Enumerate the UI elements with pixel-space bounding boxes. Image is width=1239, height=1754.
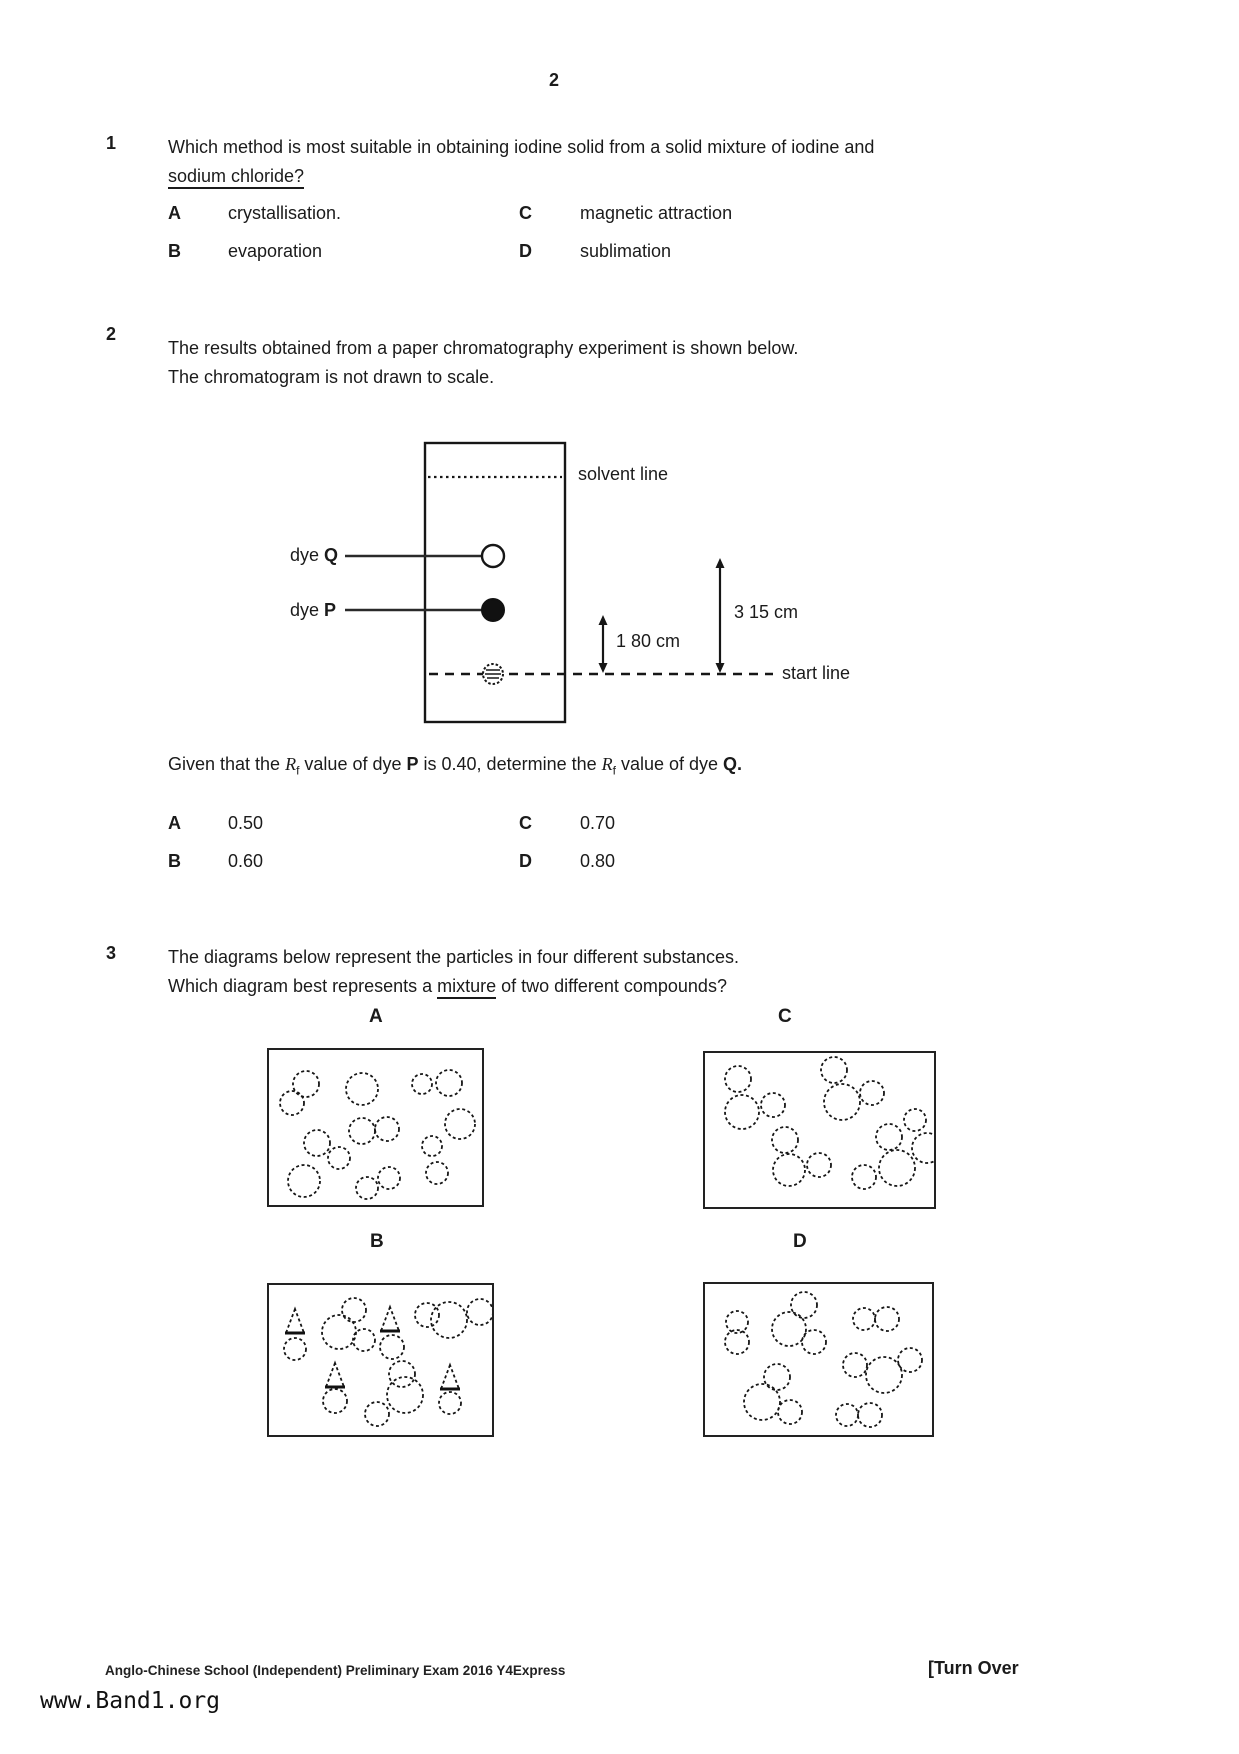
particle-circle bbox=[772, 1127, 798, 1153]
q2-option-c-text: 0.70 bbox=[580, 813, 616, 833]
particle-circle bbox=[467, 1299, 493, 1325]
distance-p-arrowhead-down bbox=[599, 663, 608, 673]
q1-option-c-letter: C bbox=[519, 203, 532, 223]
particle-circle bbox=[791, 1292, 817, 1318]
particle-circle bbox=[322, 1315, 356, 1349]
particle-circle bbox=[853, 1308, 875, 1330]
q2-option-d-text: 0.80 bbox=[580, 851, 616, 871]
diagram-d-box bbox=[703, 1282, 934, 1437]
particle-circle bbox=[773, 1154, 805, 1186]
particle-circle bbox=[422, 1136, 442, 1156]
particle-circle bbox=[389, 1361, 415, 1387]
particle-circle bbox=[415, 1303, 439, 1327]
question-1-line1: Which method is most suitable in obtaining iodine solid from a solid mixture of iodine and bbox=[168, 137, 875, 157]
particle-circle bbox=[304, 1130, 330, 1156]
dye-p-label: dye P bbox=[290, 600, 337, 620]
particle-circle bbox=[879, 1150, 915, 1186]
particle-circle bbox=[342, 1298, 366, 1322]
page-number: 2 bbox=[549, 70, 560, 90]
particle-circle bbox=[293, 1071, 319, 1097]
particle-circle bbox=[439, 1392, 461, 1414]
particle-circle bbox=[821, 1057, 847, 1083]
particle-circle bbox=[349, 1118, 375, 1144]
particle-circle bbox=[904, 1109, 926, 1131]
q2-option-d-letter: D bbox=[519, 851, 532, 871]
diagram-b-label: B bbox=[370, 1231, 384, 1252]
particle-circle bbox=[426, 1162, 448, 1184]
q2-option-a-text: 0.50 bbox=[228, 813, 264, 833]
mixture-underlined: mixture bbox=[437, 976, 496, 999]
particle-circle bbox=[860, 1081, 884, 1105]
diagram-a-box bbox=[267, 1048, 484, 1207]
chromatogram-diagram bbox=[255, 430, 875, 745]
question-2-text bbox=[168, 334, 798, 392]
diagram-c-label: C bbox=[778, 1006, 792, 1027]
particle-triangle bbox=[286, 1309, 304, 1333]
distance-q-value: 3 15 cm bbox=[734, 602, 799, 622]
distance-p-value: 1 80 cm bbox=[616, 631, 681, 651]
particle-triangle bbox=[441, 1365, 459, 1389]
turn-over-label: [Turn Over bbox=[928, 1658, 1019, 1678]
q1-option-b-text: evaporation bbox=[228, 241, 323, 261]
particle-circle bbox=[843, 1353, 867, 1377]
footer-school-line: Anglo-Chinese School (Independent) Preliminary Exam 2016 Y4Express bbox=[105, 1663, 566, 1678]
particle-circle bbox=[365, 1402, 389, 1426]
particle-triangle bbox=[381, 1307, 399, 1331]
particle-circle bbox=[412, 1074, 432, 1094]
particle-circle bbox=[858, 1403, 882, 1427]
particle-triangle bbox=[326, 1363, 344, 1387]
particle-circle bbox=[802, 1330, 826, 1354]
particle-circle bbox=[356, 1177, 378, 1199]
question-1-text bbox=[168, 133, 874, 191]
q1-option-a-letter: A bbox=[168, 203, 181, 223]
dye-q-label: dye Q bbox=[290, 545, 339, 565]
particle-circle bbox=[378, 1167, 400, 1189]
particle-circle bbox=[380, 1335, 404, 1359]
particle-circle bbox=[824, 1084, 860, 1120]
question-1-number: 1 bbox=[106, 133, 117, 153]
particle-circle bbox=[898, 1348, 922, 1372]
q2-option-c-letter: C bbox=[519, 813, 532, 833]
particle-circle bbox=[445, 1109, 475, 1139]
question-2-given: Given that the $R_f$ value of dye P is 0.40, determine the $R_f$ value of dye Q. bbox=[168, 754, 743, 778]
question-3-line1: The diagrams below represent the particles in four different substances. bbox=[168, 947, 739, 967]
dye-p-spot bbox=[482, 599, 504, 621]
question-3-number: 3 bbox=[106, 943, 117, 963]
particle-circle bbox=[323, 1389, 347, 1413]
question-1-line2-underlined: sodium chloride? bbox=[168, 166, 304, 189]
distance-q-arrowhead-up bbox=[716, 558, 725, 568]
distance-q-arrowhead-down bbox=[716, 663, 725, 673]
particle-circle bbox=[852, 1165, 876, 1189]
particle-circle bbox=[876, 1124, 902, 1150]
particle-circle bbox=[807, 1153, 831, 1177]
particle-circle bbox=[375, 1117, 399, 1141]
solvent-line-label: solvent line bbox=[578, 464, 669, 484]
diagram-b-box bbox=[267, 1283, 494, 1437]
rf-symbol: R bbox=[285, 754, 297, 774]
particle-circle bbox=[387, 1377, 423, 1413]
particle-circle bbox=[836, 1404, 858, 1426]
particle-circle bbox=[725, 1066, 751, 1092]
diagram-a-label: A bbox=[369, 1006, 383, 1027]
particle-circle bbox=[875, 1307, 899, 1331]
q1-option-b-letter: B bbox=[168, 241, 181, 261]
q2-option-b-text: 0.60 bbox=[228, 851, 264, 871]
question-3-text: The diagrams below represent the particles in four different substances. Which diagram best represents a mixture of two different compounds? bbox=[168, 943, 739, 1001]
start-line-label: start line bbox=[782, 663, 851, 683]
particle-circle bbox=[431, 1302, 467, 1338]
particle-circle bbox=[346, 1073, 378, 1105]
watermark-url: www.Band1.org bbox=[40, 1688, 221, 1714]
question-2-line1: The results obtained from a paper chromatography experiment is shown below. bbox=[168, 338, 799, 358]
particle-circle bbox=[725, 1095, 759, 1129]
question-2-line2: The chromatogram is not drawn to scale. bbox=[168, 367, 495, 387]
q2-option-b-letter: B bbox=[168, 851, 181, 871]
q1-option-a-text: crystallisation. bbox=[228, 203, 342, 223]
particle-circle bbox=[778, 1400, 802, 1424]
distance-p-arrowhead-up bbox=[599, 615, 608, 625]
particle-circle bbox=[328, 1147, 350, 1169]
diagram-d-label: D bbox=[793, 1231, 807, 1252]
particle-circle bbox=[280, 1091, 304, 1115]
question-2-number: 2 bbox=[106, 324, 117, 344]
diagram-c-box bbox=[703, 1051, 936, 1209]
particle-circle bbox=[761, 1093, 785, 1117]
rf-symbol: R bbox=[601, 754, 613, 774]
dye-q-spot bbox=[482, 545, 504, 567]
particle-circle bbox=[284, 1338, 306, 1360]
q1-option-c-text: magnetic attraction bbox=[580, 203, 733, 223]
particle-circle bbox=[866, 1357, 902, 1393]
q1-option-d-text: sublimation bbox=[580, 241, 672, 261]
particle-circle bbox=[288, 1165, 320, 1197]
q2-option-a-letter: A bbox=[168, 813, 181, 833]
particle-circle bbox=[764, 1364, 790, 1390]
particle-circle bbox=[912, 1133, 936, 1163]
q1-option-d-letter: D bbox=[519, 241, 532, 261]
particle-circle bbox=[436, 1070, 462, 1096]
